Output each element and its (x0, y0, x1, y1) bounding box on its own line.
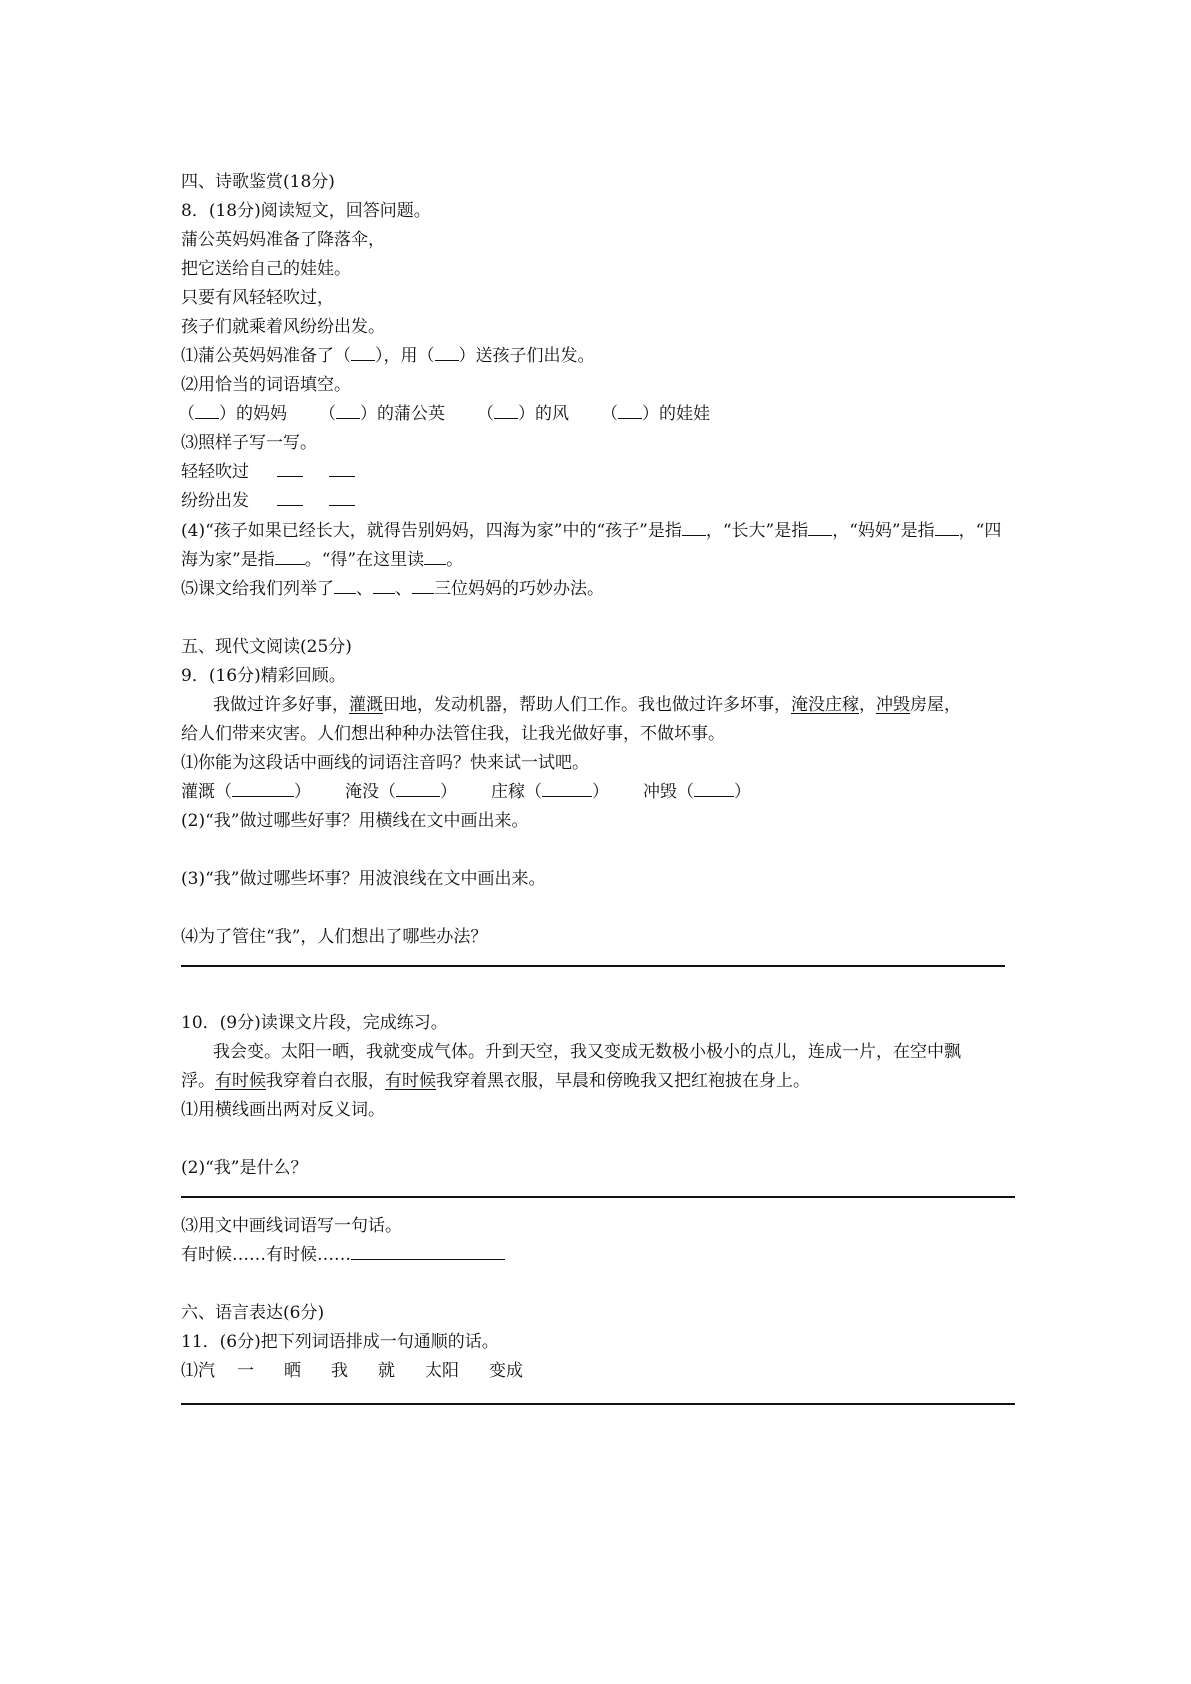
answer-blank[interactable] (329, 462, 355, 477)
answer-line[interactable] (181, 1403, 1015, 1405)
answer-blank[interactable] (808, 521, 832, 536)
question-8-part-4-line-1: (4)“孩子如果已经长大，就得告别妈妈，四海为家”中的“孩子”是指 ，“长大”是指 ，“妈妈”是指 ，“四 (181, 521, 1002, 541)
question-8-part-2: ⑵用恰当的词语填空。 (181, 375, 351, 395)
question-9-part-3: (3)“我”做过哪些坏事？用波浪线在文中画出来。 (181, 869, 546, 889)
answer-line[interactable] (181, 1196, 1015, 1198)
question-9-part-1: ⑴你能为这段话中画线的词语注音吗？快来试一试吧。 (181, 753, 589, 773)
fill-row: （ ）的妈妈 （ ）的蒲公英 （ ）的风 （ ）的娃娃 (178, 404, 710, 424)
section-5-title: 五、现代文阅读(25分) (181, 637, 352, 657)
pinyin-row: 灌溉（ ） 淹没（ ） 庄稼（ ） 冲毁（ ） (181, 782, 751, 802)
answer-blank[interactable] (542, 782, 592, 797)
answer-blank[interactable] (195, 404, 219, 419)
answer-blank[interactable] (694, 782, 734, 797)
question-8-part-3: ⑶照样子写一写。 (181, 433, 317, 453)
poem-line-1: 蒲公英妈妈准备了降落伞， (181, 230, 385, 250)
example-row-2: 纷纷出发 (181, 490, 355, 512)
answer-blank[interactable] (424, 550, 446, 565)
question-9-part-4: ⑷为了管住“我”，人们想出了哪些办法？ (181, 927, 488, 947)
answer-blank[interactable] (275, 550, 305, 565)
question-8-part-5: ⑸课文给我们列举了 、 、 三位妈妈的巧妙办法。 (181, 579, 604, 599)
poem-line-4: 孩子们就乘着风纷纷出发。 (181, 317, 385, 337)
question-8-part-1: ⑴蒲公英妈妈准备了（ ），用（ ）送孩子们出发。 (181, 346, 595, 366)
question-10-part-3: ⑶用文中画线词语写一句话。 (181, 1216, 402, 1236)
question-9-part-2: (2)“我”做过哪些好事？用横线在文中画出来。 (181, 811, 529, 831)
passage-9-line-1: 我做过许多好事，灌溉田地，发动机器，帮助人们工作。我也做过许多坏事，淹没庄稼，冲毁房屋， (213, 695, 961, 715)
question-11-title: 11．(6分)把下列词语排成一句通顺的话。 (181, 1332, 499, 1352)
word-list: ⑴汽 一 晒 我 就 太阳 变成 (181, 1361, 523, 1381)
answer-blank[interactable] (935, 521, 959, 536)
answer-blank[interactable] (412, 579, 434, 594)
section-4-title: 四、诗歌鉴赏(18分) (181, 172, 335, 192)
answer-blank[interactable] (336, 404, 360, 419)
answer-blank[interactable] (277, 491, 303, 506)
question-9-title: 9．(16分)精彩回顾。 (181, 666, 346, 686)
passage-9-line-2: 给人们带来灾害。人们想出种种办法管住我，让我光做好事，不做坏事。 (181, 724, 725, 744)
answer-blank[interactable] (396, 782, 440, 797)
passage-10-line-1: 我会变。太阳一晒，我就变成气体。升到天空，我又变成无数极小极小的点儿，连成一片，在空中飘 (213, 1042, 961, 1062)
answer-blank[interactable] (232, 782, 294, 797)
answer-blank[interactable] (329, 491, 355, 506)
answer-blank[interactable] (373, 579, 395, 594)
answer-blank[interactable] (351, 1245, 505, 1260)
question-10-title: 10．(9分)读课文片段，完成练习。 (181, 1013, 448, 1033)
answer-blank[interactable] (682, 521, 706, 536)
question-8-part-4-line-2: 海为家”是指 。“得”在这里读 。 (181, 550, 464, 570)
poem-line-3: 只要有风轻轻吹过， (181, 288, 334, 308)
answer-blank[interactable] (277, 462, 303, 477)
answer-blank[interactable] (435, 346, 459, 361)
question-10-part-2: (2)“我”是什么？ (181, 1158, 308, 1178)
section-6-title: 六、语言表达(6分) (181, 1303, 325, 1323)
answer-blank[interactable] (334, 579, 356, 594)
question-8-title: 8．(18分)阅读短文，回答问题。 (181, 201, 431, 221)
answer-blank[interactable] (351, 346, 375, 361)
answer-blank[interactable] (618, 404, 642, 419)
question-10-part-1: ⑴用横线画出两对反义词。 (181, 1100, 385, 1120)
passage-10-line-2: 浮。有时候我穿着白衣服，有时候我穿着黑衣服，早晨和傍晚我又把红袍披在身上。 (181, 1071, 810, 1091)
question-10-part-3-prompt: 有时候……有时候…… (181, 1244, 505, 1266)
poem-line-2: 把它送给自己的娃娃。 (181, 259, 351, 279)
example-row-1: 轻轻吹过 (181, 461, 355, 483)
answer-blank[interactable] (494, 404, 518, 419)
answer-line[interactable] (181, 965, 1005, 967)
